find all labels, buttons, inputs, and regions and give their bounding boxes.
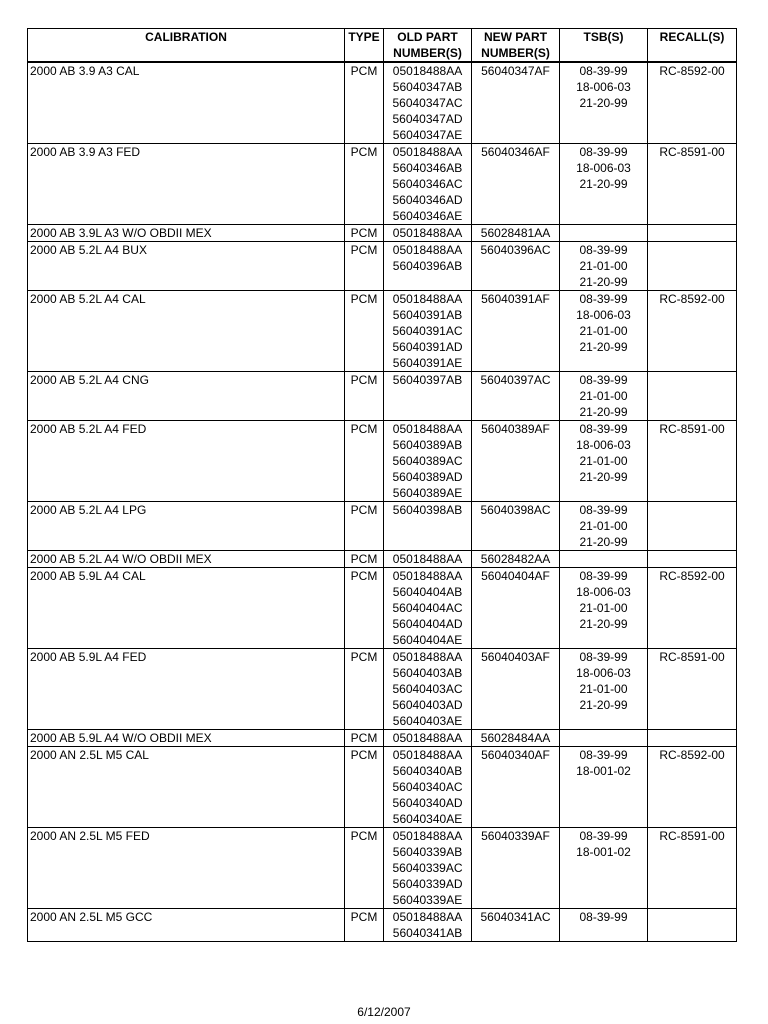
old-part-cell [384,291,472,372]
old-part-value: 56040340AB [392,764,463,778]
calibration-table [27,28,737,942]
tsb-cell [560,421,648,502]
tsb-cell [560,649,648,730]
tsb-cell [560,502,648,551]
tsb-value: 18-006-03 [576,161,631,175]
new-part-cell [472,421,560,502]
old-part-value: 56040403AC [392,682,463,696]
tsb-value: 08-39-99 [579,243,628,257]
tsb-value: 08-39-99 [579,569,628,583]
tsb-cell [560,225,648,242]
table-row [28,828,737,909]
new-part-cell [472,242,560,291]
new-part-value: 56040391AF [481,292,550,306]
recall-cell [648,62,737,144]
type-value: PCM [350,422,378,436]
new-part-value: 56040347AF [481,64,550,78]
old-part-value: 05018488AA [392,748,463,762]
header-old-part: OLD PART NUMBER(S) [384,29,472,63]
old-part-value: 56040404AE [392,633,463,647]
old-part-cell [384,649,472,730]
new-part-cell [472,568,560,649]
new-part-value: 56028484AA [480,731,551,745]
tsb-value: 21-01-00 [579,259,628,273]
new-part-value: 56040397AC [480,373,551,387]
type-cell [345,421,384,502]
tsb-value: 08-39-99 [579,829,628,843]
old-part-value: 05018488AA [392,569,463,583]
old-part-cell [384,372,472,421]
tsb-value: 08-39-99 [579,64,628,78]
new-part-cell [472,649,560,730]
type-cell [345,242,384,291]
calibration-value: 2000 AN 2.5L M5 CAL [30,748,149,762]
old-part-cell [384,421,472,502]
old-part-value: 05018488AA [392,422,463,436]
recall-cell [648,909,737,942]
type-value: PCM [350,373,378,387]
old-part-value: 05018488AA [392,731,463,745]
tsb-value: 21-20-99 [579,177,628,191]
header-type: TYPE [345,29,384,63]
type-value: PCM [350,226,378,240]
tsb-cell [560,730,648,747]
old-part-value: 56040391AD [392,340,463,354]
tsb-value: 08-39-99 [579,422,628,436]
table-row [28,144,737,225]
old-part-value: 56040346AC [392,177,463,191]
new-part-value: 56040403AF [481,650,550,664]
old-part-value: 05018488AA [392,64,463,78]
old-part-cell [384,62,472,144]
old-part-value: 05018488AA [392,910,463,924]
tsb-value: 08-39-99 [579,650,628,664]
tsb-value: 21-20-99 [579,340,628,354]
header-tsb: TSB(S) [560,29,648,63]
table-row [28,551,737,568]
type-value: PCM [350,64,378,78]
old-part-value: 56040347AC [392,96,463,110]
new-part-cell [472,747,560,828]
type-cell [345,747,384,828]
type-value: PCM [350,650,378,664]
tsb-cell [560,551,648,568]
calibration-value: 2000 AB 5.9L A4 CAL [30,569,146,583]
recall-value: RC-8591-00 [659,422,725,436]
tsb-cell [560,747,648,828]
table-row [28,291,737,372]
tsb-cell [560,62,648,144]
calibration-cell [28,730,345,747]
old-part-cell [384,551,472,568]
calibration-value: 2000 AB 3.9L A3 W/O OBDII MEX [30,226,212,240]
calibration-cell [28,649,345,730]
old-part-value: 56040341AB [392,926,463,940]
calibration-value: 2000 AB 5.2L A4 FED [30,422,147,436]
table-row [28,568,737,649]
table-row [28,62,737,144]
calibration-value: 2000 AB 5.2L A4 LPG [30,503,147,517]
new-part-value: 56040340AF [481,748,550,762]
old-part-cell [384,828,472,909]
calibration-value: 2000 AB 5.9L A4 FED [30,650,147,664]
tsb-value: 21-01-00 [579,682,628,696]
new-part-value: 56028482AA [480,552,551,566]
table-row [28,649,737,730]
old-part-value: 56040340AE [392,812,463,826]
table-row [28,502,737,551]
header-recall: RECALL(S) [648,29,737,63]
tsb-value: 18-006-03 [576,585,631,599]
tsb-value: 21-20-99 [579,96,628,110]
type-value: PCM [350,748,378,762]
calibration-cell [28,144,345,225]
new-part-cell [472,828,560,909]
old-part-cell [384,242,472,291]
type-cell [345,551,384,568]
recall-cell [648,649,737,730]
old-part-value: 56040391AE [392,356,463,370]
calibration-value: 2000 AB 5.2L A4 CNG [30,373,149,387]
type-value: PCM [350,292,378,306]
type-value: PCM [350,552,378,566]
recall-value: RC-8591-00 [659,829,725,843]
calibration-cell [28,372,345,421]
recall-cell [648,502,737,551]
tsb-cell [560,372,648,421]
tsb-cell [560,291,648,372]
calibration-value: 2000 AN 2.5L M5 GCC [30,910,153,924]
old-part-value: 56040346AB [392,161,463,175]
old-part-value: 05018488AA [392,226,463,240]
type-cell [345,291,384,372]
old-part-value: 56040403AB [392,666,463,680]
tsb-value: 21-20-99 [579,405,628,419]
type-cell [345,372,384,421]
recall-cell [648,730,737,747]
type-value: PCM [350,731,378,745]
calibration-value: 2000 AB 3.9 A3 FED [30,145,141,159]
tsb-value: 21-20-99 [579,698,628,712]
tsb-value: 21-01-00 [579,324,628,338]
old-part-value: 56040339AC [392,861,463,875]
new-part-value: 56040346AF [481,145,550,159]
tsb-value: 21-01-00 [579,389,628,403]
old-part-cell [384,730,472,747]
calibration-cell [28,909,345,942]
recall-cell [648,828,737,909]
recall-cell [648,242,737,291]
old-part-value: 56040389AC [392,454,463,468]
tsb-value: 08-39-99 [579,503,628,517]
tsb-value: 18-001-02 [576,764,631,778]
calibration-value: 2000 AB 5.9L A4 W/O OBDII MEX [30,731,212,745]
new-part-cell [472,502,560,551]
type-cell [345,730,384,747]
table-body [28,62,737,942]
type-cell [345,649,384,730]
type-cell [345,225,384,242]
old-part-cell [384,144,472,225]
header-new-part: NEW PART NUMBER(S) [472,29,560,63]
calibration-cell [28,421,345,502]
calibration-cell [28,747,345,828]
tsb-value: 21-20-99 [579,275,628,289]
calibration-value: 2000 AB 5.2L A4 BUX [30,243,147,257]
tsb-value: 21-01-00 [579,519,628,533]
type-cell [345,62,384,144]
old-part-cell [384,909,472,942]
calibration-cell [28,62,345,144]
tsb-value: 18-001-02 [576,845,631,859]
recall-cell [648,747,737,828]
old-part-value: 56040404AC [392,601,463,615]
old-part-value: 56040346AD [392,193,463,207]
new-part-cell [472,62,560,144]
calibration-cell [28,551,345,568]
calibration-cell [28,502,345,551]
calibration-cell [28,828,345,909]
tsb-value: 18-006-03 [576,666,631,680]
tsb-value: 08-39-99 [579,292,628,306]
tsb-value: 21-20-99 [579,470,628,484]
old-part-value: 56040403AE [392,714,463,728]
tsb-value: 08-39-99 [579,145,628,159]
old-part-cell [384,747,472,828]
tsb-value: 21-01-00 [579,454,628,468]
recall-value: RC-8591-00 [659,145,725,159]
old-part-value: 05018488AA [392,650,463,664]
old-part-value: 56040404AB [392,585,463,599]
recall-cell [648,568,737,649]
tsb-cell [560,909,648,942]
type-cell [345,909,384,942]
type-value: PCM [350,503,378,517]
old-part-value: 05018488AA [392,243,463,257]
table-row [28,225,737,242]
type-cell [345,568,384,649]
new-part-cell [472,730,560,747]
tsb-cell [560,144,648,225]
old-part-cell [384,502,472,551]
calibration-cell [28,568,345,649]
tsb-cell [560,828,648,909]
recall-value: RC-8592-00 [659,569,725,583]
tsb-cell [560,568,648,649]
recall-cell [648,372,737,421]
table-row [28,242,737,291]
type-value: PCM [350,569,378,583]
new-part-value: 56040398AC [480,503,551,517]
old-part-value: 56040346AE [392,209,463,223]
footer-date: 6/12/2007 [357,1005,411,1019]
old-part-cell [384,568,472,649]
recall-cell [648,291,737,372]
new-part-cell [472,144,560,225]
recall-value: RC-8592-00 [659,64,725,78]
calibration-cell [28,291,345,372]
new-part-cell [472,225,560,242]
old-part-value: 56040396AB [392,259,463,273]
table-row [28,372,737,421]
calibration-value: 2000 AB 5.2L A4 CAL [30,292,146,306]
new-part-cell [472,291,560,372]
old-part-value: 56040347AE [392,128,463,142]
recall-value: RC-8592-00 [659,292,725,306]
recall-cell [648,144,737,225]
old-part-value: 05018488AA [392,145,463,159]
old-part-value: 56040391AC [392,324,463,338]
calibration-value: 2000 AN 2.5L M5 FED [30,829,150,843]
recall-cell [648,225,737,242]
old-part-value: 56040339AD [392,877,463,891]
calibration-value: 2000 AB 5.2L A4 W/O OBDII MEX [30,552,212,566]
table-row [28,747,737,828]
calibration-cell [28,225,345,242]
table-row [28,730,737,747]
old-part-value: 56040347AB [392,80,463,94]
new-part-cell [472,372,560,421]
new-part-cell [472,551,560,568]
tsb-value: 21-20-99 [579,617,628,631]
tsb-value: 21-01-00 [579,601,628,615]
type-value: PCM [350,243,378,257]
recall-cell [648,421,737,502]
new-part-cell [472,909,560,942]
recall-value: RC-8592-00 [659,748,725,762]
tsb-value: 18-006-03 [576,308,631,322]
old-part-value: 56040389AE [392,486,463,500]
old-part-value: 56040397AB [392,373,463,387]
recall-cell [648,551,737,568]
new-part-value: 56040404AF [481,569,550,583]
type-value: PCM [350,145,378,159]
table-row [28,421,737,502]
header-calibration: CALIBRATION [28,29,345,63]
old-part-value: 56040403AD [392,698,463,712]
table-row [28,909,737,942]
type-value: PCM [350,829,378,843]
type-cell [345,144,384,225]
type-value: PCM [350,910,378,924]
old-part-value: 56040339AE [392,893,463,907]
old-part-value: 56040391AB [392,308,463,322]
table-header [28,29,737,63]
type-cell [345,502,384,551]
tsb-cell [560,242,648,291]
old-part-value: 56040347AD [392,112,463,126]
old-part-value: 56040340AD [392,796,463,810]
tsb-value: 18-006-03 [576,80,631,94]
old-part-value: 56040340AC [392,780,463,794]
calibration-value: 2000 AB 3.9 A3 CAL [30,64,140,78]
old-part-value: 56040404AD [392,617,463,631]
old-part-value: 56040389AD [392,470,463,484]
old-part-value: 05018488AA [392,552,463,566]
old-part-value: 56040398AB [392,503,463,517]
new-part-value: 56040396AC [480,243,551,257]
old-part-value: 05018488AA [392,829,463,843]
old-part-value: 05018488AA [392,292,463,306]
calibration-cell [28,242,345,291]
old-part-value: 56040339AB [392,845,463,859]
tsb-value: 21-20-99 [579,535,628,549]
tsb-value: 08-39-99 [579,748,628,762]
new-part-value: 56040389AF [481,422,550,436]
new-part-value: 56040341AC [480,910,551,924]
new-part-value: 56040339AF [481,829,550,843]
tsb-value: 18-006-03 [576,438,631,452]
tsb-value: 08-39-99 [579,373,628,387]
new-part-value: 56028481AA [480,226,551,240]
type-cell [345,828,384,909]
tsb-value: 08-39-99 [579,910,628,924]
recall-value: RC-8591-00 [659,650,725,664]
old-part-value: 56040389AB [392,438,463,452]
old-part-cell [384,225,472,242]
